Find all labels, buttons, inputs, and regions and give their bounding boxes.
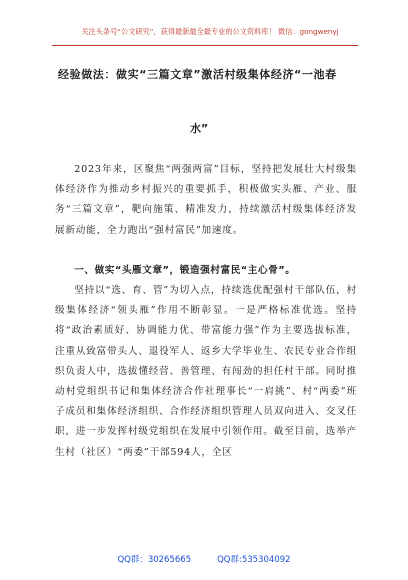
footer-qq-group-1: QQ群：30265665 [117,555,192,565]
document-body [55,160,357,463]
intro-paragraph: 2023年来，区聚焦“两强两富”目标，坚持把发展壮大村级集体经济作为推动乡村振兴的重要抓手，积极做实头雁、产业、服务“三篇文章”，靶向施策、精准发力，持续激活村级集体经济发展新动能，全力跑出“强村富民”加速度。 [55,164,357,236]
footer-qq-group-2: QQ群:535304092 [217,555,291,565]
header-divider [52,45,358,46]
header-banner: 关注头条号“公文研究”，获得最新最全最专业的公文资料库！ 微信：gongwenyj [81,27,339,36]
footer-contact [0,553,408,565]
document-title-continuation: 水” [190,122,209,135]
section-heading: 一、做实“头雁文章”，锻造强村富民“主心骨”。 [74,264,296,276]
paragraph-spacer [55,241,357,261]
document-title: 经验做法：做实“三篇文章”激活村级集体经济“一池春 [58,68,337,81]
body-paragraph: 坚持以“选、育、管”为切入点，持续选优配强村干部队伍，村级集体经济“领头雁”作用不断彰显。一是严格标准优选。坚持将“政治素质好、协调能力优、带富能力强”作为主要选拔标准，注重从致富带头人、退役军人、返乡大学毕业生、农民专业合作组织负责人中，选拔懂经营、善管理、有闯劲的担任村干部。同时推动村党组织书记和集体经济合作社理事长“一肩挑”、村“两委”班子成员和集体经济组织、合作经济组织管理人员双向进入、交叉任职，进一步发挥村级党组织在发展中引领作用。截至目前，选举产生村（社区）“两委”干部594人，全区 [55,285,357,458]
